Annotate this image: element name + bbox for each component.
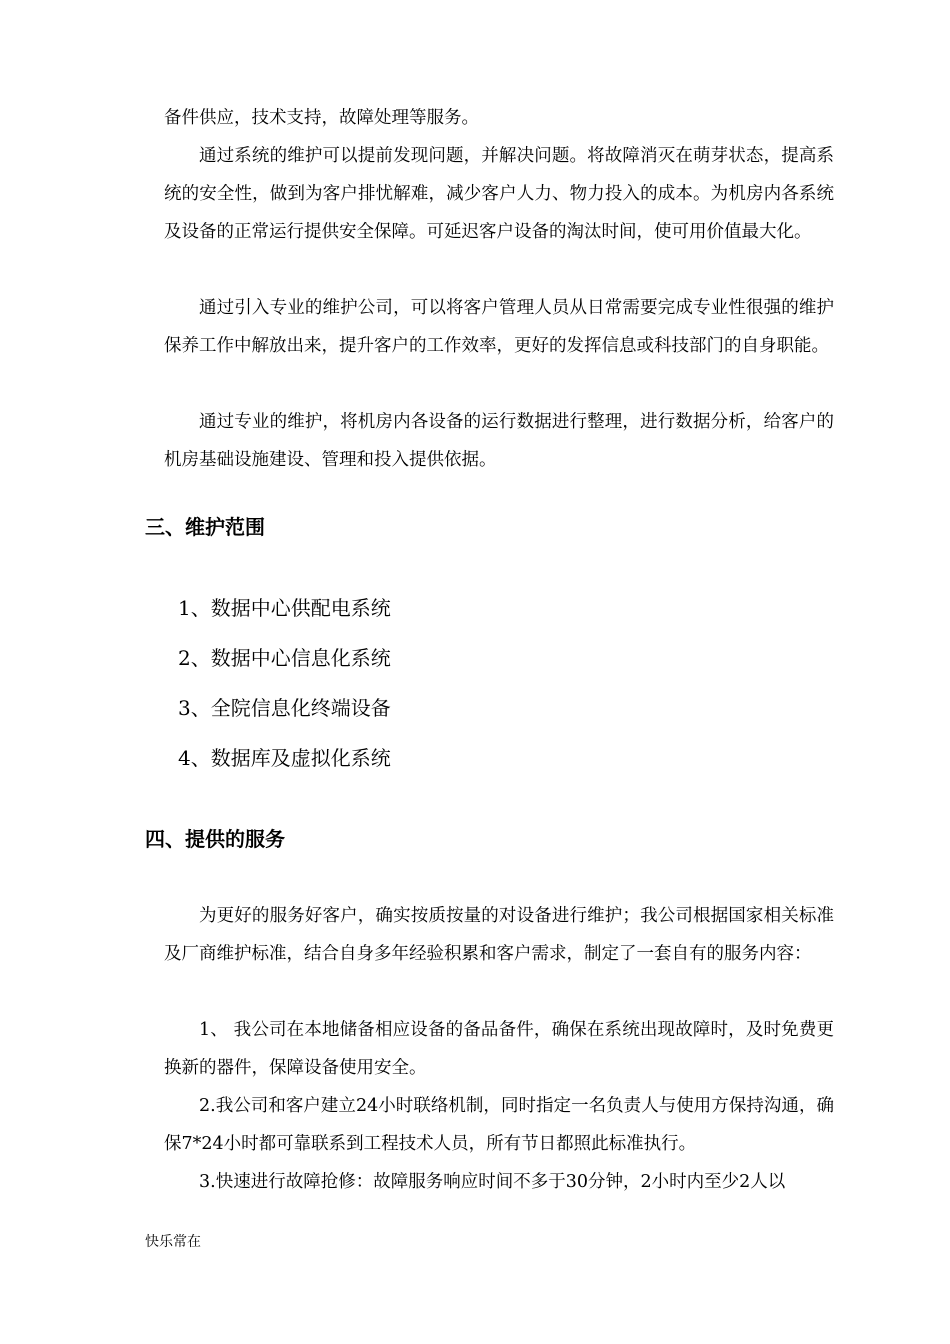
scope-list-item: 4、数据库及虚拟化系统 — [178, 746, 391, 770]
paragraph-service-intro: 为更好的服务好客户，确实按质按量的对设备进行维护；我公司根据国家相关标准及厂商维护标准，结合自身多年经验积累和客户需求，制定了一套自有的服务内容： — [164, 906, 834, 964]
scope-list-item: 3、全院信息化终端设备 — [178, 696, 391, 720]
paragraph-service-item-3: 3.快速进行故障抢修：故障服务响应时间不多于30分钟，2小时内至少2人以 — [199, 1172, 786, 1192]
section-heading-maintenance-scope: 三、维护范围 — [145, 515, 265, 539]
paragraph-service-item-2: 2.我公司和客户建立24小时联络机制，同时指定一名负责人与使用方保持沟通，确保7*24小时都可靠联系到工程技术人员，所有节日都照此标准执行。 — [164, 1096, 834, 1154]
page-footer: 快乐常在 — [145, 1234, 201, 1250]
scope-list-item: 1、数据中心供配电系统 — [178, 596, 391, 620]
paragraph-maintenance-benefits: 通过系统的维护可以提前发现问题，并解决问题。将故障消灭在萌芽状态，提高系统的安全性，做到为客户排忧解难，减少客户人力、物力投入的成本。为机房内各系统及设备的正常运行提供安全保障。可延迟客户设备的淘汰时间，使可用价值最大化。 — [164, 146, 834, 242]
section-heading-services: 四、提供的服务 — [145, 827, 285, 851]
paragraph-professional-company: 通过引入专业的维护公司，可以将客户管理人员从日常需要完成专业性很强的维护保养工作中解放出来，提升客户的工作效率，更好的发挥信息或科技部门的自身职能。 — [164, 298, 834, 356]
paragraph-service-item-1: 1、 我公司在本地储备相应设备的备品备件，确保在系统出现故障时，及时免费更换新的器件，保障设备使用安全。 — [164, 1020, 834, 1078]
paragraph-data-analysis: 通过专业的维护，将机房内各设备的运行数据进行整理，进行数据分析，给客户的机房基础设施建设、管理和投入提供依据。 — [164, 412, 834, 470]
paragraph-spare-parts: 备件供应，技术支持，故障处理等服务。 — [164, 108, 479, 128]
scope-list-item: 2、数据中心信息化系统 — [178, 646, 391, 670]
